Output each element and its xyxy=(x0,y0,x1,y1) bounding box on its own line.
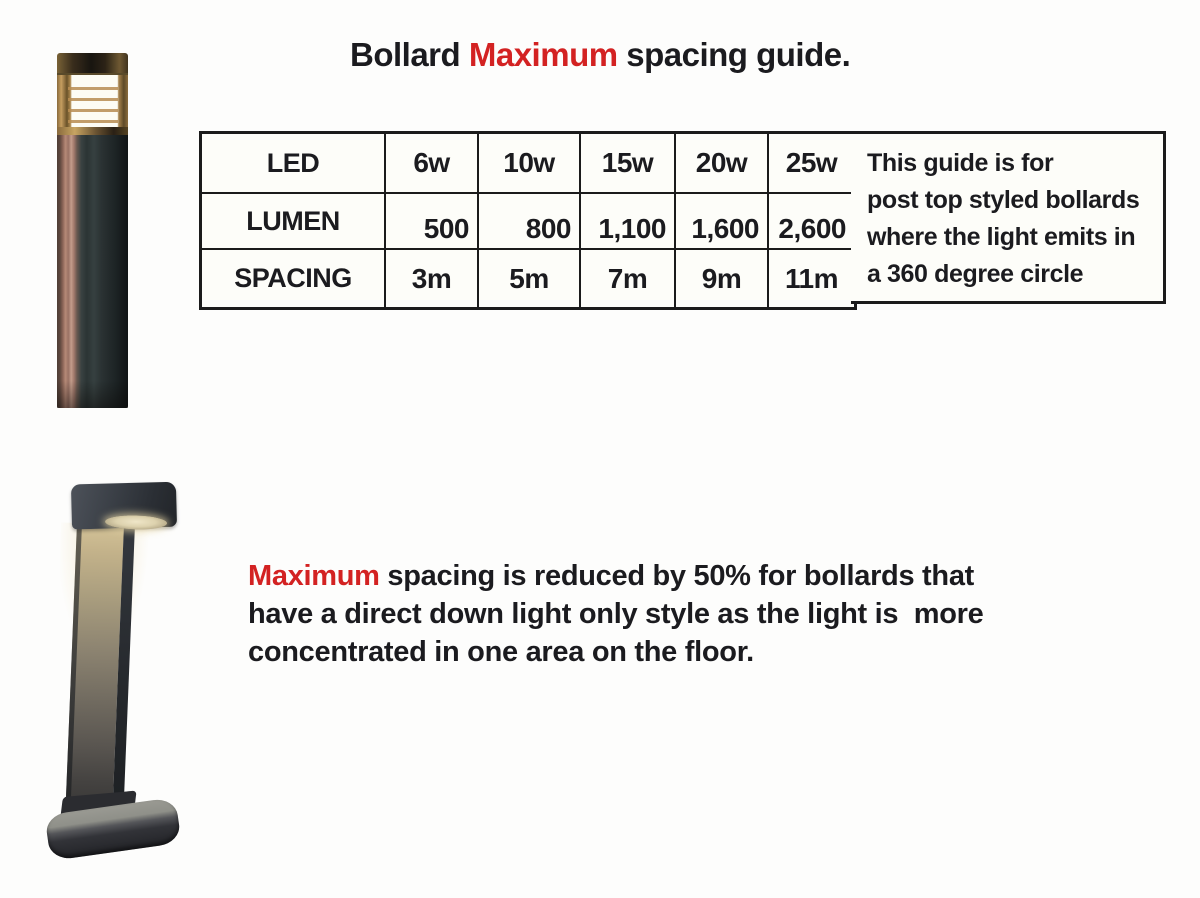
table-cell-spacing-9m: 9m xyxy=(674,248,767,307)
table-row-label-led: LED xyxy=(266,147,320,178)
bollard2-post xyxy=(66,523,135,810)
title-highlight-maximum: Maximum xyxy=(468,36,618,73)
post-top-note-box xyxy=(851,131,1166,304)
down-light-note xyxy=(248,557,1108,671)
table-cell-spacing-3m: 3m xyxy=(384,248,477,307)
bollard1-light-louvers xyxy=(57,73,128,127)
table-row-label-lumen: LUMEN xyxy=(202,192,384,248)
down-light-note-line-2: have a direct down light only style as the light is more xyxy=(248,598,984,630)
table-cell-spacing-7m: 7m xyxy=(579,248,674,307)
page-title xyxy=(350,36,850,74)
bollard1-trim-ring xyxy=(57,127,128,135)
down-light-bollard-image xyxy=(45,476,185,848)
table-cell-led-10w: 10w xyxy=(477,134,579,192)
bollard1-cap xyxy=(57,53,128,73)
note-line-2: post top styled bollards xyxy=(867,186,1140,214)
table-cell-spacing-11m: 11m xyxy=(767,248,854,307)
title-part2: spacing guide. xyxy=(617,36,851,73)
table-cell-lumen-500: 500 xyxy=(384,192,477,248)
table-cell-led-6w: 6w xyxy=(384,134,477,192)
post-top-bollard-image xyxy=(57,53,128,408)
note-line-1: This guide is for xyxy=(867,149,1054,177)
table-cell-lumen-1100: 1,100 xyxy=(579,192,674,248)
bollard1-body xyxy=(57,135,128,408)
table-cell-lumen-1600: 1,600 xyxy=(674,192,767,248)
title-part1: Bollard xyxy=(350,36,469,73)
down-light-note-line-1 xyxy=(248,557,1108,595)
led-spacing-table xyxy=(199,131,857,310)
table-cell-lumen-800: 800 xyxy=(477,192,579,248)
note-line-4: a 360 degree circle xyxy=(867,260,1084,288)
table-cell-lumen-2600: 2,600 xyxy=(767,192,854,248)
footer-line1-rest: spacing is reduced by 50% for bollards that xyxy=(379,560,975,592)
table-cell-led-15w: 15w xyxy=(579,134,674,192)
table-cell-led-20w: 20w xyxy=(674,134,767,192)
note-line-3: where the light emits in xyxy=(867,223,1136,251)
table-cell-led-25w: 25w xyxy=(767,134,854,192)
down-light-note-line-3: concentrated in one area on the floor. xyxy=(248,636,754,668)
table-row-label-spacing: SPACING xyxy=(202,248,384,307)
table-cell-spacing-5m: 5m xyxy=(477,248,579,307)
footer-highlight-maximum: Maximum xyxy=(248,560,380,592)
